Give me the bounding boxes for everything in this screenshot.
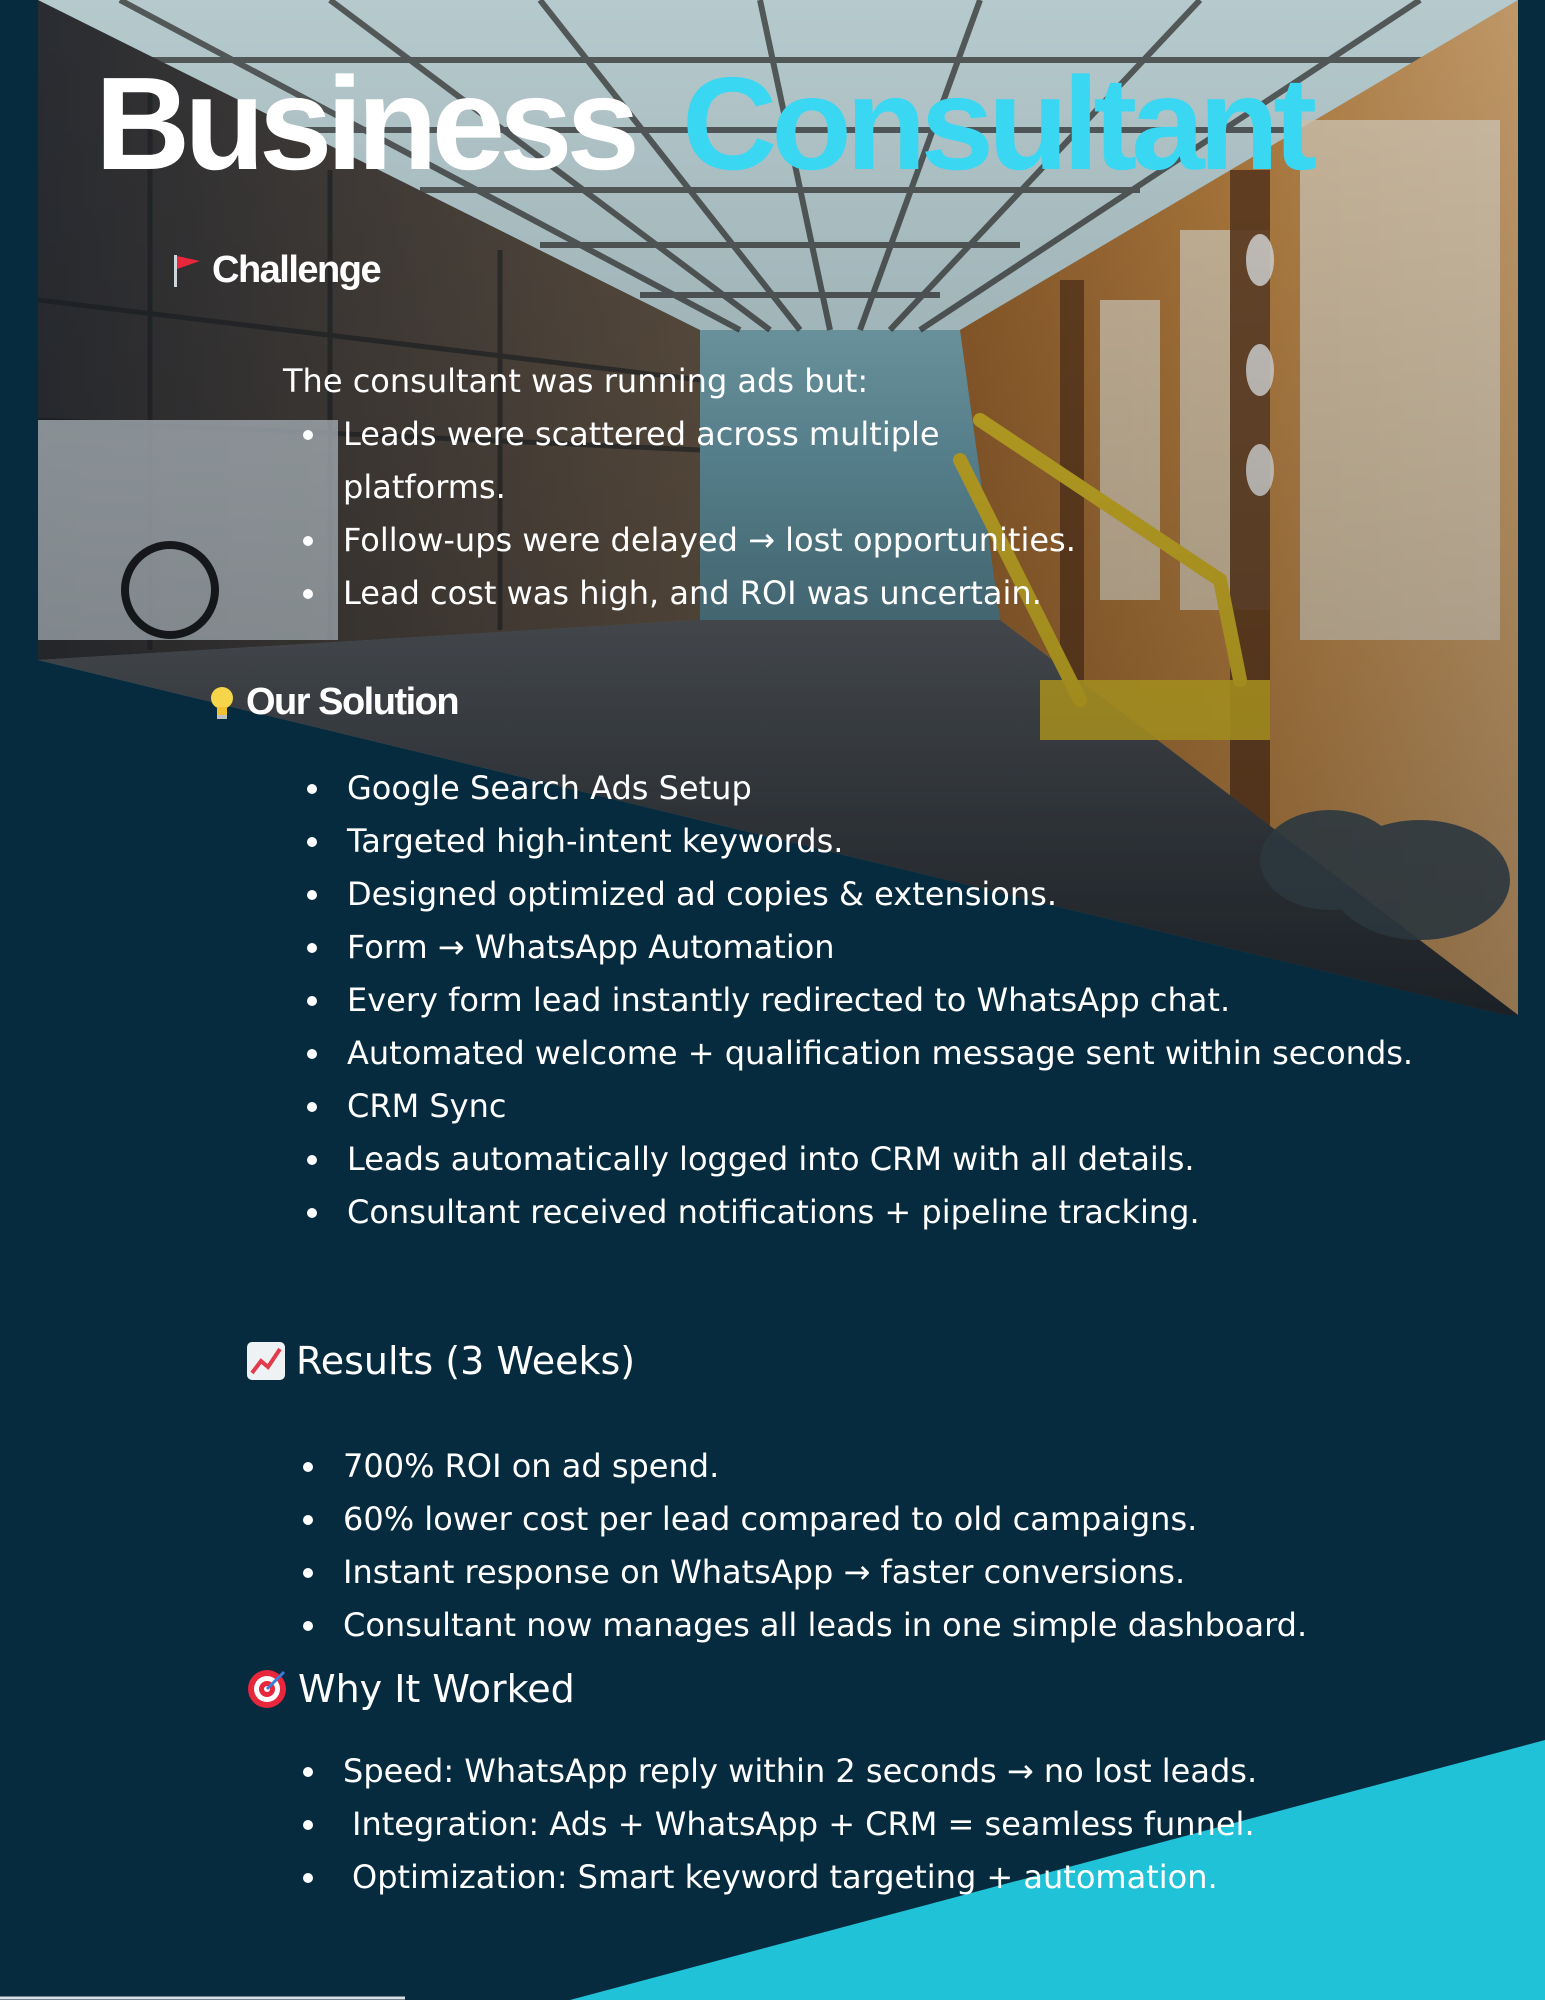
challenge-heading	[172, 249, 380, 292]
list-item: Every form lead instantly redirected to WhatsApp chat.	[347, 974, 1479, 1027]
flag-icon	[172, 253, 202, 289]
list-item: Consultant received notifications + pipeline tracking.	[347, 1186, 1479, 1239]
list-item: Lead cost was high, and ROI was uncertain.	[343, 567, 1103, 620]
list-item: Google Search Ads Setup	[347, 762, 1479, 815]
list-item: Follow-ups were delayed → lost opportunities.	[343, 514, 1103, 567]
list-item: Targeted high-intent keywords.	[347, 815, 1479, 868]
chart-increasing-icon	[246, 1341, 286, 1381]
page-title	[95, 50, 1312, 197]
why-heading-text: Why It Worked	[298, 1667, 575, 1711]
why-list	[343, 1745, 1493, 1904]
list-item: 60% lower cost per lead compared to old campaigns.	[343, 1493, 1493, 1546]
solution-heading-text: Our Solution	[246, 681, 459, 723]
title-word-consultant: Consultant	[681, 50, 1312, 197]
challenge-list	[343, 408, 1103, 620]
list-item: Leads automatically logged into CRM with all details.	[347, 1133, 1479, 1186]
list-item: Integration: Ads + WhatsApp + CRM = seamless funnel.	[343, 1798, 1493, 1851]
why-heading	[246, 1667, 575, 1711]
results-heading-text: Results (3 Weeks)	[296, 1339, 636, 1383]
challenge-intro: The consultant was running ads but:	[283, 362, 869, 400]
title-word-business: Business	[95, 50, 634, 197]
list-item: Speed: WhatsApp reply within 2 seconds → no lost leads.	[343, 1745, 1493, 1798]
solution-heading	[208, 681, 458, 724]
list-item: Automated welcome + qualification message sent within seconds.	[347, 1027, 1479, 1080]
results-list	[343, 1440, 1493, 1652]
results-heading	[246, 1339, 635, 1383]
list-item: Form → WhatsApp Automation	[347, 921, 1479, 974]
list-item: Designed optimized ad copies & extensions.	[347, 868, 1479, 921]
challenge-heading-text: Challenge	[212, 249, 381, 291]
list-item: 700% ROI on ad spend.	[343, 1440, 1493, 1493]
list-item: Leads were scattered across multiple platforms.	[343, 408, 1023, 514]
list-item: Instant response on WhatsApp → faster conversions.	[343, 1546, 1493, 1599]
list-item: Optimization: Smart keyword targeting + automation.	[343, 1851, 1493, 1904]
list-item: Consultant now manages all leads in one simple dashboard.	[343, 1599, 1493, 1652]
list-item: CRM Sync	[347, 1080, 1479, 1133]
solution-list	[347, 762, 1479, 1239]
lightbulb-icon	[208, 685, 236, 721]
target-icon	[246, 1668, 288, 1710]
